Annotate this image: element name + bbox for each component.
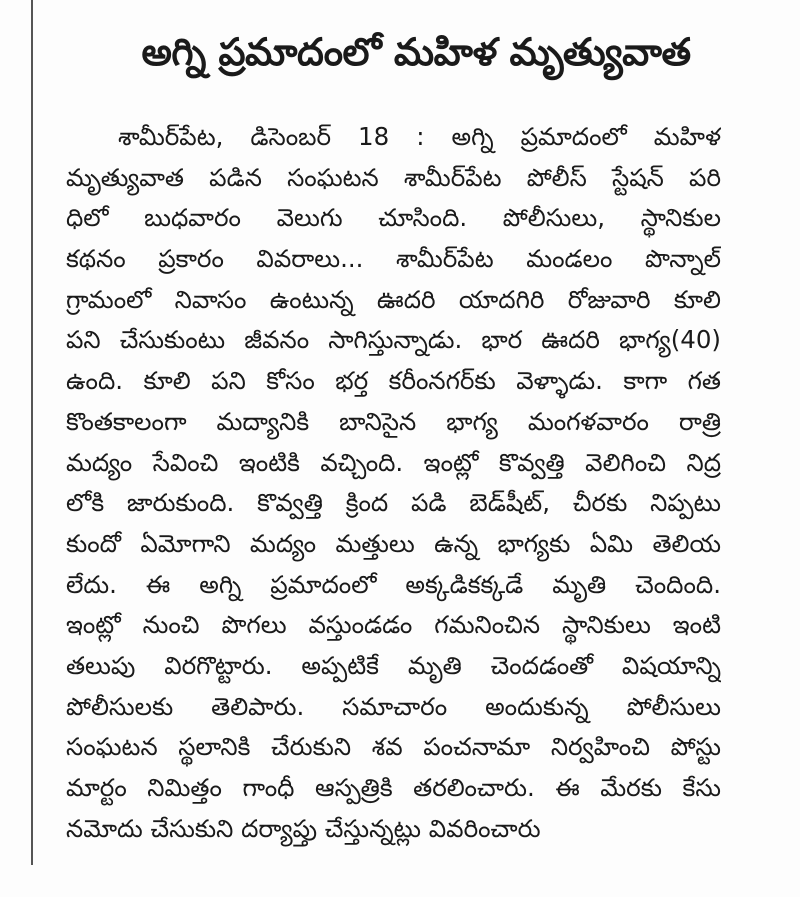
article-line: ధిలో బుధవారం వెలుగు చూసింది. పోలీసులు, స్థానికుల — [66, 203, 721, 233]
article-line: మార్టం నిమిత్తం గాంధీ ఆస్పత్రికి తరలించారు. ఈ మేరకు కేసు — [66, 773, 721, 802]
article-line: కొంతకాలంగా మద్యానికి బానిసైన భాగ్య మంగళవారం రాత్రి — [66, 406, 721, 436]
article-line: తలుపు విరగొట్టారు. అప్పటికే మృతి చెందడంతో విషయాన్ని — [66, 650, 721, 680]
article-line: ఉంది. కూలి పని కోసం భర్త కరీంనగర్‌కు వెళ్ళాడు. కాగా గత — [66, 366, 721, 396]
article-line: పని చేసుకుంటు జీవనం సాగిస్తున్నాడు. భార ఊదరి భాగ్య(40) — [66, 325, 721, 355]
article-line: సంఘటన స్థలానికి చేరుకుని శవ పంచనామా నిర్వహించి పోస్టు — [66, 732, 721, 762]
article-body — [66, 117, 721, 849]
column-rule — [31, 0, 33, 865]
article-line: శామీర్‌పేట, డిసెంబర్ 18 : అగ్ని ప్రమాదంలో మహిళ — [118, 122, 721, 151]
article-line: నమోదు చేసుకుని దర్యాప్తు చేస్తున్నట్లు వివరించారు — [66, 813, 541, 843]
article-line: మద్యం సేవించి ఇంటికి వచ్చింది. ఇంట్లో కొవ్వత్తి వెలిగించి నిద్ర — [66, 447, 721, 477]
article-line: మృత్యువాత పడిన సంఘటన శామీర్‌పేట పోలీస్ స్టేషన్ పరి — [66, 162, 721, 192]
article-line: కుందో ఏమోగాని మద్యం మత్తులు ఉన్న భాగ్యకు ఏమి తెలియ — [66, 528, 721, 558]
article-line: లేదు. ఈ అగ్ని ప్రమాదంలో అక్కడికక్కడే మృతి చెందింది. — [66, 569, 721, 599]
article-line: కథనం ప్రకారం వివరాలు... శామీర్‌పేట మండలం పొన్నాల్ — [66, 244, 721, 274]
headline: అగ్ని ప్రమాదంలో మహిళ మృత్యువాత — [141, 30, 691, 74]
article-line: గ్రామంలో నివాసం ఉంటున్న ఊదరి యాదగిరి రోజువారి కూలి — [66, 284, 721, 314]
article-line: పోలీసులకు తెలిపారు. సమాచారం అందుకున్న పోలీసులు — [66, 691, 721, 721]
article-line: లోకి జారుకుంది. కొవ్వత్తి క్రింద పడి బెడ్‌షీట్, చీరకు నిప్పటు — [66, 488, 721, 518]
article-line: ఇంట్లో నుంచి పొగలు వస్తుండడం గమనించిన స్థానికులు ఇంటి — [66, 610, 721, 640]
